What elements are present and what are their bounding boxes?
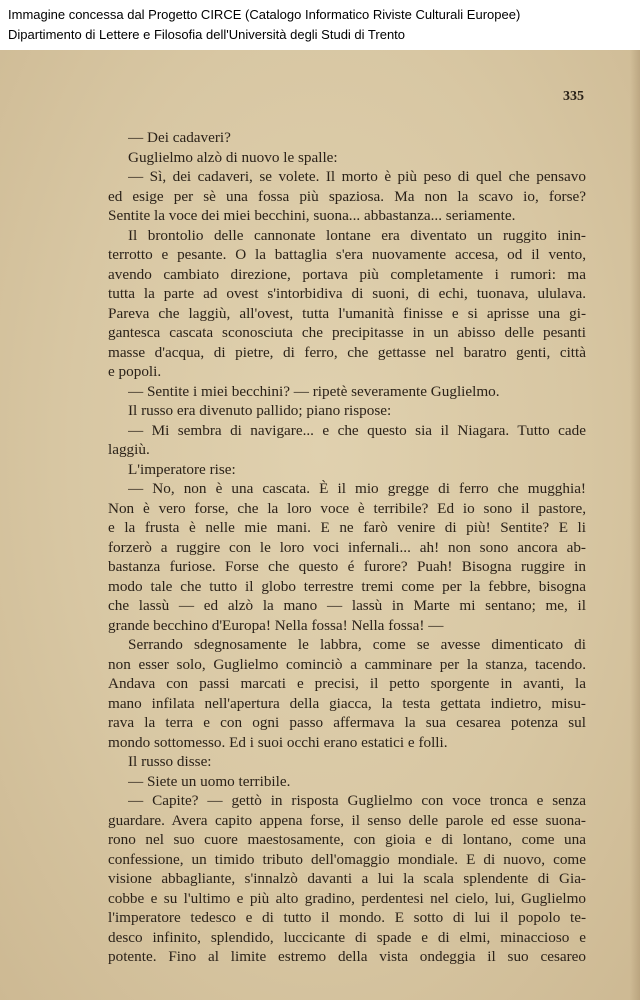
text-line: — Sentite i miei becchini? — ripetè severamente Guglielmo. bbox=[128, 382, 500, 400]
watermark-line-1: Immagine concessa dal Progetto CIRCE (Catalogo Informatico Riviste Culturali Europee) bbox=[8, 7, 521, 22]
text-line: masse d'acqua, di pietre, di ferro, che gettasse nel baratro genti, città bbox=[108, 343, 586, 361]
text-line: Serrando sdegnosamente le labbra, come se avesse dimenticato di bbox=[128, 636, 586, 653]
text-line: e la frusta è nelle mie mani. E ne farò venire di più! Sentite? E li bbox=[108, 519, 586, 536]
text-line: — Sì, dei cadaveri, se volete. Il morto è più peso di quel che pensavo bbox=[128, 168, 586, 185]
text-line: terrotto e pesante. O la battaglia s'era nuovamente accesa, od il vento, bbox=[108, 246, 586, 263]
text-line: modo tale che tutto il globo terrestre tremi come per la febbre, bisogna bbox=[108, 577, 586, 595]
text-line: visione abbagliante, s'innalzò davanti a lui la scala splendente di Gia- bbox=[108, 870, 586, 887]
text-line: guardare. Avera capito appena forse, il senso delle parole ed esse suona- bbox=[108, 811, 586, 829]
text-line: potente. Fino al limite estremo della vista ondeggia il suo cesareo bbox=[108, 948, 586, 965]
text-line: — Siete un uomo terribile. bbox=[128, 772, 291, 790]
text-line: — Capite? — gettò in risposta Guglielmo con voce tronca e senza bbox=[128, 792, 586, 809]
text-line: mondo sottomesso. Ed i suoi occhi erano estatici e folli. bbox=[108, 733, 448, 751]
text-line: Il russo disse: bbox=[128, 753, 212, 770]
body-text bbox=[108, 128, 586, 967]
text-line: non esser solo, Guglielmo cominciò a camminare per la stanza, tacendo. bbox=[108, 655, 586, 673]
text-line: desco infinito, splendido, luccicante di spade e di elmi, minaccioso e bbox=[108, 928, 586, 946]
text-line: l'imperatore tedesco e di tutto il mondo. E sotto di lui il popolo te- bbox=[108, 909, 586, 926]
text-line: laggiù. bbox=[108, 441, 150, 458]
text-line: confessione, un timido tributo dell'omaggio mondiale. E di nuovo, come bbox=[108, 850, 586, 868]
text-line: — Dei cadaveri? bbox=[128, 129, 231, 146]
text-line: Non è vero forse, che la loro voce è terribile? Ed io sono il pastore, bbox=[108, 499, 586, 517]
text-line: Il brontolio delle cannonate lontane era diventato un ruggito inin- bbox=[128, 226, 586, 244]
text-line: che lassù — ed alzò la mano — lassù in Marte mi sentano; me, il bbox=[108, 597, 586, 614]
text-line: ed esige per sè una fossa più spaziosa. Ma non la scavo io, forse? bbox=[108, 187, 586, 205]
text-line: L'imperatore rise: bbox=[128, 460, 236, 478]
text-line: Andava con passi marcati e precisi, il petto sporgente in avanti, la bbox=[108, 675, 586, 692]
text-line: rava la terra e con ogni passo affermava la sua cesarea potenza sul bbox=[108, 714, 586, 731]
text-line: bastanza furiose. Forse che questo é furore? Puah! Bisogna ruggire in bbox=[108, 558, 586, 575]
text-line: — No, non è una cascata. È il mio gregge di ferro che mugghia! bbox=[128, 480, 586, 497]
text-line: avendo cambiato direzione, portava più completamente i rumori: ma bbox=[108, 265, 586, 283]
page-edge-shadow bbox=[630, 50, 640, 1000]
text-line: Pareva che laggiù, all'ovest, tutta l'umanità finisse e si aprisse una gi- bbox=[108, 304, 586, 322]
text-line: e popoli. bbox=[108, 363, 162, 380]
text-line: Sentite la voce dei miei becchini, suona... abbastanza... seriamente. bbox=[108, 207, 516, 224]
text-line: rono nel suo cuore maestosamente, con gioia e di lontano, come una bbox=[108, 831, 586, 848]
text-line: gantesca cascata sconosciuta che precipitasse in un abisso delle pesanti bbox=[108, 324, 586, 341]
page-number: 335 bbox=[563, 89, 584, 104]
text-line: mano infilata nell'apertura della giacca, la testa gettata indietro, misu- bbox=[108, 694, 586, 712]
text-line: Il russo era divenuto pallido; piano rispose: bbox=[128, 402, 392, 419]
watermark-line-2: Dipartimento di Lettere e Filosofia dell'Università degli Studi di Trento bbox=[8, 27, 406, 42]
text-line: tutta la parte ad ovest s'intorbidiva di suoni, di echi, tuonava, ululava. bbox=[108, 285, 586, 302]
text-line: forzerò a ruggire con le loro voci infernali... ah! non sono ancora ab- bbox=[108, 538, 586, 556]
text-line: Guglielmo alzò di nuovo le spalle: bbox=[128, 148, 338, 166]
text-line: grande becchino d'Europa! Nella fossa! Nella fossa! — bbox=[108, 616, 444, 634]
copyright-watermark bbox=[0, 0, 640, 50]
text-line: cobbe e su l'ultimo e più alto gradino, perdentesi nel cielo, lui, Guglielmo bbox=[108, 889, 586, 907]
text-line: — Mi sembra di navigare... e che questo sia il Niagara. Tutto cade bbox=[128, 421, 586, 439]
